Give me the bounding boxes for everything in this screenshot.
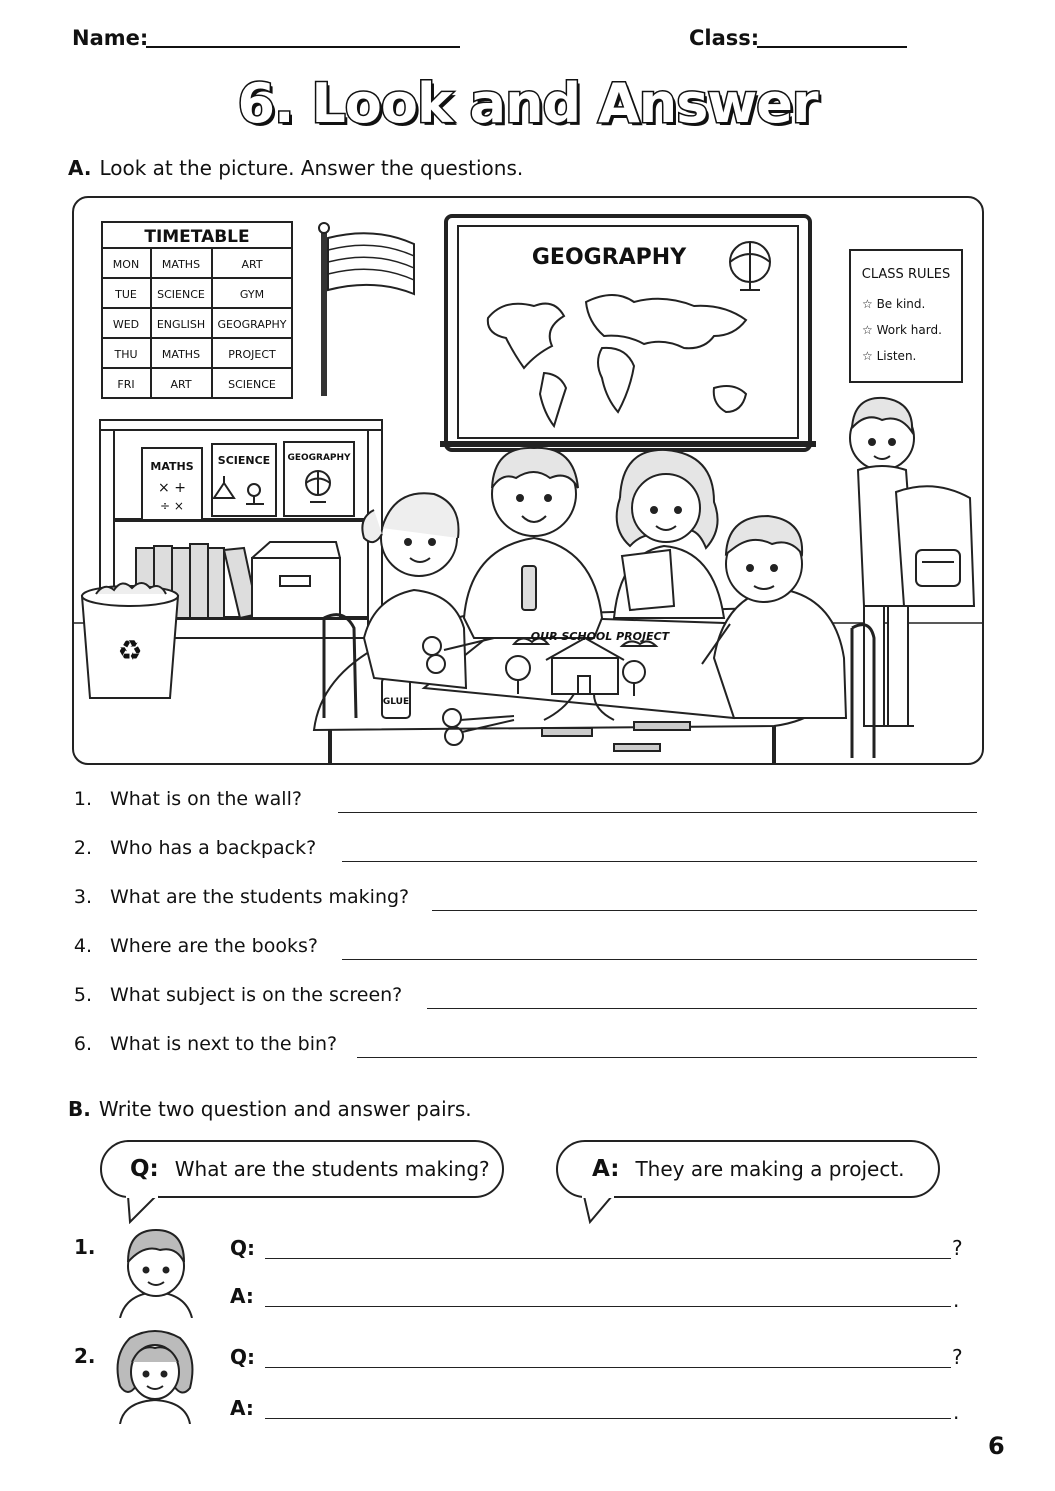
timetable-cell: TUE (115, 288, 137, 301)
pair-2-a-label: A: (230, 1396, 254, 1420)
answer-line[interactable] (357, 1057, 977, 1058)
question-number: 2. (73, 837, 92, 859)
boy-with-backpack (850, 398, 974, 726)
pair-2-number: 2. (74, 1344, 96, 1368)
answer-line[interactable] (342, 861, 977, 862)
flag (319, 223, 414, 396)
timetable-cell: MATHS (161, 258, 201, 271)
pair-2-a-end: . (953, 1400, 960, 1424)
glue-label: GLUE (382, 697, 410, 707)
section-b-heading (68, 1097, 472, 1121)
name-field[interactable] (146, 46, 460, 48)
timetable-cell: MATHS (161, 348, 201, 361)
answer-line[interactable] (342, 959, 977, 960)
class-rule-3: ☆ Listen. (862, 349, 917, 363)
example-q-label: Q: (130, 1156, 159, 1182)
timetable-cell: ENGLISH (156, 318, 206, 331)
timetable-title: TIMETABLE (144, 227, 250, 247)
recycle-icon: ♻ (117, 634, 143, 667)
answer-line[interactable] (432, 910, 977, 911)
pair-2-answer-line[interactable] (265, 1418, 951, 1419)
class-rule-1: ☆ Be kind. (862, 297, 926, 311)
project-label: OUR SCHOOL PROJECT (530, 630, 670, 643)
question-text: What is next to the bin? (110, 1033, 338, 1055)
maths-symbols-2: ÷ × (160, 499, 184, 513)
question-number: 6. (73, 1033, 92, 1055)
question-bubble-tail (126, 1194, 166, 1224)
pair-2-q-label: Q: (230, 1345, 255, 1369)
example-a-label: A: (592, 1156, 620, 1182)
answer-line[interactable] (427, 1008, 977, 1009)
timetable-cell: ART (241, 258, 263, 271)
pair-1-q-label: Q: (230, 1236, 255, 1260)
question-text: Who has a backpack? (110, 837, 317, 859)
section-b-letter: B. (68, 1097, 91, 1121)
answer-line[interactable] (338, 812, 977, 813)
name-label: Name: (72, 26, 149, 50)
timetable-poster (102, 222, 292, 398)
pair-1-question-line[interactable] (265, 1258, 951, 1259)
girl-reading-paper (614, 450, 724, 618)
timetable-cell: MON (112, 258, 140, 271)
example-answer-bubble (556, 1140, 940, 1198)
question-text: What are the students making? (110, 886, 410, 908)
boy-avatar (116, 1222, 196, 1318)
question-number: 1. (73, 788, 92, 810)
maths-symbols: × + (158, 480, 186, 496)
pair-2-q-end: ? (952, 1345, 963, 1369)
answer-bubble-tail (582, 1194, 622, 1224)
timetable-cell: GEOGRAPHY (217, 318, 287, 331)
pair-1-number: 1. (74, 1235, 96, 1259)
book-maths: MATHS (150, 460, 194, 473)
class-label: Class: (689, 26, 760, 50)
pair-1-a-end: . (953, 1288, 960, 1312)
girl-avatar (110, 1326, 200, 1424)
timetable-cell: SCIENCE (157, 288, 205, 301)
page-number: 6 (988, 1432, 1005, 1460)
timetable-cell: THU (114, 348, 138, 361)
class-field[interactable] (757, 46, 907, 48)
section-a-letter: A. (68, 156, 92, 180)
question-number: 5. (73, 984, 92, 1006)
question-text: Where are the books? (110, 935, 318, 957)
example-q-text: What are the students making? (174, 1157, 490, 1181)
question-number: 4. (73, 935, 92, 957)
timetable-cell: GYM (239, 288, 265, 301)
class-rule-2: ☆ Work hard. (862, 323, 942, 337)
example-a-text: They are making a project. (635, 1157, 905, 1181)
book-science: SCIENCE (217, 454, 271, 467)
question-text: What is on the wall? (110, 788, 302, 810)
page-title: 6. Look and Answer (237, 72, 818, 135)
book-geography: GEOGRAPHY (287, 453, 351, 463)
pair-1-answer-line[interactable] (265, 1306, 951, 1307)
class-rules-title: CLASS RULES (861, 267, 951, 282)
timetable-cell: SCIENCE (228, 378, 276, 391)
section-a-instruction: Look at the picture. Answer the questions. (99, 156, 524, 180)
boy-with-glue-stick (464, 448, 602, 638)
timetable-cell: ART (170, 378, 192, 391)
timetable-cell: WED (112, 318, 140, 331)
question-text: What subject is on the screen? (110, 984, 403, 1006)
section-b-instruction: Write two question and answer pairs. (98, 1097, 472, 1121)
example-question-bubble (100, 1140, 504, 1198)
timetable-cell: PROJECT (228, 348, 276, 361)
section-a-heading (68, 156, 523, 180)
classroom-picture (72, 196, 984, 765)
pair-1-a-label: A: (230, 1284, 254, 1308)
timetable-cell: FRI (117, 378, 135, 391)
pair-2-question-line[interactable] (265, 1367, 951, 1368)
pair-1-q-end: ? (952, 1236, 963, 1260)
screen-title: GEOGRAPHY (531, 245, 687, 270)
classroom-illustration (74, 198, 982, 763)
question-number: 3. (73, 886, 92, 908)
